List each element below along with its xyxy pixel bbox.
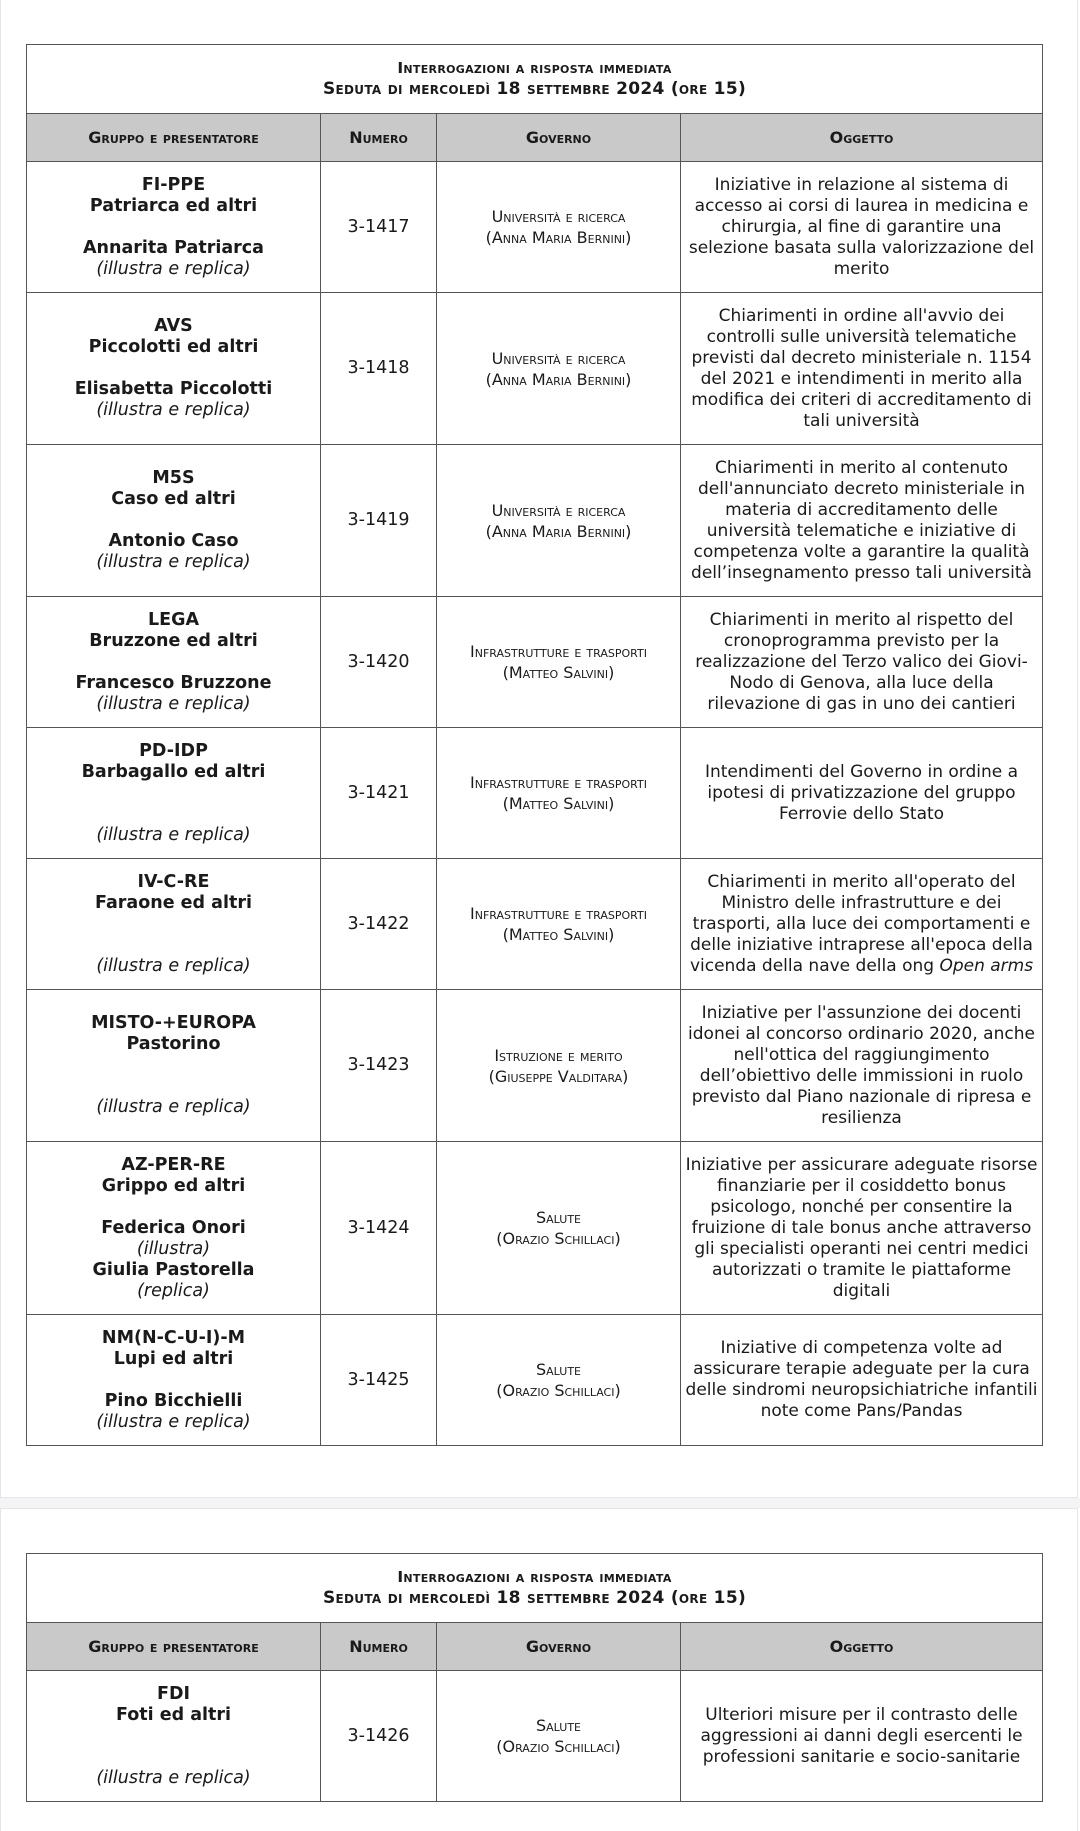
subject-cell (681, 859, 1043, 990)
speaker-role: (illustra e replica) (96, 258, 251, 279)
speaker-name: Pino Bicchielli (104, 1390, 243, 1411)
minister: (Matteo Salvini) (502, 794, 615, 813)
column-header: Oggetto (681, 1623, 1043, 1671)
table-header-row (27, 114, 1043, 162)
speaker-name: Giulia Pastorella (92, 1259, 255, 1280)
speaker-role: (illustra e replica) (96, 1767, 251, 1788)
subject-text: Ulteriori misure per il contrasto delle aggressioni ai danni degli esercenti le professioni sanitarie e socio-sanitarie (700, 1704, 1023, 1767)
subject-text: Chiarimenti in merito al rispetto del cronoprogramma previsto per la realizzazione del Terzo valico dei Giovi-Nodo di Genova, alla luce della rilevazione di gas in uno dei cantieri (695, 609, 1028, 714)
question-number: 3-1425 (321, 1315, 437, 1446)
government-cell (437, 1142, 681, 1315)
group-presenter-cell (27, 1315, 321, 1446)
question-number: 3-1426 (321, 1671, 437, 1802)
spacer (31, 358, 316, 379)
speaker-role: (illustra e replica) (96, 552, 251, 572)
ministry: Infrastrutture e trasporti (470, 773, 647, 792)
government-cell (437, 728, 681, 859)
speaker-name: Federica Onori (101, 1217, 246, 1238)
minister: (Orazio Schillaci) (496, 1737, 621, 1756)
speaker-role: (illustra e replica) (96, 693, 251, 714)
group-name: FI-PPE (141, 174, 206, 195)
subject-cell (681, 1315, 1043, 1446)
question-number: 3-1419 (321, 445, 437, 597)
signers: Caso ed altri (111, 489, 236, 509)
spacer (31, 783, 316, 804)
group-presenter-cell (27, 162, 321, 293)
column-header: Gruppo e presentatore (27, 114, 321, 162)
government-cell (437, 162, 681, 293)
subject-cell (681, 162, 1043, 293)
subject-text: Iniziative in relazione al sistema di accesso ai corsi di laurea in medicina e chirurgia, al fine di garantire una selezione basata sulla valorizzazione del merito (688, 174, 1035, 279)
government-cell (437, 293, 681, 445)
questions-table-1 (26, 44, 1043, 1446)
table-row (27, 1142, 1043, 1315)
government-cell (437, 597, 681, 728)
speaker-role: (illustra e replica) (96, 1411, 251, 1432)
group-presenter-cell (27, 445, 321, 597)
table-title-line1: Interrogazioni a risposta immediata (397, 1568, 672, 1586)
subject-cell (681, 293, 1043, 445)
group-name: PD-IDP (139, 740, 208, 761)
government-cell (437, 990, 681, 1142)
group-presenter-cell (27, 990, 321, 1142)
speaker-role: (illustra e replica) (96, 400, 251, 420)
subject-text: Iniziative di competenza volte ad assicurare terapie adeguate per la cura delle sindromi neuropsichiatriche infantili note come Pans/Pandas (685, 1338, 1038, 1421)
subject-cell (681, 1671, 1043, 1802)
speaker-role: (replica) (137, 1280, 210, 1301)
ministry: Università e ricerca (491, 207, 626, 226)
group-presenter-cell (27, 1142, 321, 1315)
speaker-name: Elisabetta Piccolotti (74, 379, 273, 399)
group-presenter-cell (27, 859, 321, 990)
subject-text: Chiarimenti in merito al contenuto dell'annunciato decreto ministeriale in materia di accreditamento delle università telematiche e iniziative di competenza volte a garantire la qualità dell’insegnamento presso tali università (691, 457, 1032, 583)
subject-cell (681, 990, 1043, 1142)
signers: Piccolotti ed altri (88, 337, 259, 357)
speaker-name: Antonio Caso (108, 531, 239, 551)
table-row (27, 293, 1043, 445)
minister: (Orazio Schillaci) (496, 1381, 621, 1400)
column-header: Gruppo e presentatore (27, 1623, 321, 1671)
column-header: Oggetto (681, 114, 1043, 162)
page-separator (0, 1498, 1080, 1508)
group-name: M5S (152, 468, 195, 488)
ministry: Università e ricerca (491, 500, 626, 520)
spacer (31, 1076, 316, 1097)
spacer (31, 804, 316, 825)
minister: (Anna Maria Bernini) (485, 369, 632, 389)
question-number: 3-1418 (321, 293, 437, 445)
speaker-role: (illustra) (136, 1238, 211, 1259)
spacer (31, 1055, 316, 1076)
ministry: Salute (536, 1716, 581, 1735)
minister: (Orazio Schillaci) (496, 1229, 621, 1248)
speaker-name: Francesco Bruzzone (75, 672, 272, 693)
spacer (31, 914, 316, 935)
table-title-row (27, 1554, 1043, 1623)
question-number: 3-1421 (321, 728, 437, 859)
spacer (31, 1197, 316, 1218)
table-title (27, 45, 1043, 114)
group-name: AZ-PER-RE (121, 1154, 226, 1175)
group-presenter-cell (27, 1671, 321, 1802)
table-row (27, 597, 1043, 728)
spacer (31, 1747, 316, 1768)
table-title-row (27, 45, 1043, 114)
signers: Foti ed altri (115, 1704, 231, 1725)
group-name: IV-C-RE (137, 871, 210, 892)
signers: Bruzzone ed altri (89, 630, 258, 651)
table-title (27, 1554, 1043, 1623)
spacer (31, 510, 316, 531)
subject-text: Intendimenti del Governo in ordine a ipotesi di privatizzazione del gruppo Ferrovie dello Stato (704, 761, 1019, 824)
group-presenter-cell (27, 293, 321, 445)
signers: Grippo ed altri (101, 1175, 246, 1196)
table-row (27, 162, 1043, 293)
spacer (31, 1370, 316, 1391)
table-title-line2: Seduta di mercoledì 18 settembre 2024 (ore 15) (323, 79, 747, 99)
document-page-2 (0, 1508, 1078, 1831)
group-presenter-cell (27, 597, 321, 728)
minister: (Anna Maria Bernini) (485, 521, 632, 541)
government-cell (437, 1315, 681, 1446)
subject-italic: Open arms (939, 955, 1034, 976)
question-number: 3-1420 (321, 597, 437, 728)
ministry: Infrastrutture e trasporti (470, 642, 647, 661)
signers: Lupi ed altri (113, 1348, 234, 1369)
spacer (31, 217, 316, 238)
column-header: Numero (321, 1623, 437, 1671)
table-row (27, 1671, 1043, 1802)
ministry: Salute (536, 1208, 581, 1227)
minister: (Anna Maria Bernini) (485, 228, 632, 247)
minister: (Matteo Salvini) (502, 663, 615, 682)
minister: (Matteo Salvini) (502, 925, 615, 944)
ministry: Salute (536, 1360, 581, 1379)
spacer (31, 1726, 316, 1747)
column-header: Governo (437, 1623, 681, 1671)
speaker-role: (illustra e replica) (96, 824, 251, 845)
government-cell (437, 1671, 681, 1802)
subject-cell (681, 728, 1043, 859)
spacer (31, 652, 316, 673)
signers: Barbagallo ed altri (81, 761, 266, 782)
column-header: Numero (321, 114, 437, 162)
subject-cell (681, 1142, 1043, 1315)
subject-cell (681, 597, 1043, 728)
table-row (27, 1315, 1043, 1446)
table-row (27, 445, 1043, 597)
group-name: AVS (154, 316, 193, 336)
ministry: Istruzione e merito (494, 1045, 623, 1065)
speaker-name: Annarita Patriarca (83, 237, 264, 258)
speaker-role: (illustra e replica) (96, 1097, 251, 1117)
signers: Patriarca ed altri (89, 195, 258, 216)
questions-table-2 (26, 1553, 1043, 1802)
subject-text: Chiarimenti in merito all'operato del Ministro delle infrastrutture e dei trasporti, alla luce dei comportamenti e delle iniziative intraprese all'epoca della vicenda della nave della ong (689, 871, 1033, 976)
government-cell (437, 445, 681, 597)
table-row (27, 728, 1043, 859)
subject-cell (681, 445, 1043, 597)
group-name: MISTO-+EUROPA (91, 1013, 256, 1033)
signers: Faraone ed altri (95, 892, 252, 913)
ministry: Università e ricerca (491, 348, 626, 368)
government-cell (437, 859, 681, 990)
column-header: Governo (437, 114, 681, 162)
group-name: FDI (157, 1683, 190, 1704)
question-number: 3-1417 (321, 162, 437, 293)
spacer (31, 935, 316, 956)
table-header-row (27, 1623, 1043, 1671)
ministry: Infrastrutture e trasporti (470, 904, 647, 923)
subject-text: Chiarimenti in ordine all'avvio dei controlli sulle università telematiche previsti dal decreto ministeriale n. 1154 del 2021 e intendimenti in merito alla modifica dei criteri di accreditamento di tali università (691, 305, 1032, 431)
group-presenter-cell (27, 728, 321, 859)
speaker-role: (illustra e replica) (96, 955, 251, 976)
table-row (27, 859, 1043, 990)
question-number: 3-1422 (321, 859, 437, 990)
subject-text: Iniziative per l'assunzione dei docenti idonei al concorso ordinario 2020, anche nell'ottica del raggiungimento dell’obiettivo delle immissioni in ruolo previsto dal Piano nazionale di ripresa e resilienza (688, 1002, 1035, 1128)
table-row (27, 990, 1043, 1142)
signers: Pastorino (126, 1034, 221, 1054)
question-number: 3-1424 (321, 1142, 437, 1315)
subject-text: Iniziative per assicurare adeguate risorse finanziarie per il cosiddetto bonus psicologo, nonché per consentire la fruizione di tale bonus anche attraverso gli specialisti operanti nei centri medici autorizzati o tramite le piattaforme digitali (685, 1154, 1038, 1301)
minister: (Giuseppe Valditara) (488, 1066, 629, 1086)
table-title-line2: Seduta di mercoledì 18 settembre 2024 (ore 15) (323, 1588, 747, 1608)
group-name: NM(N-C-U-I)-M (101, 1327, 246, 1348)
table-title-line1: Interrogazioni a risposta immediata (397, 59, 672, 77)
group-name: LEGA (147, 609, 199, 630)
question-number: 3-1423 (321, 990, 437, 1142)
